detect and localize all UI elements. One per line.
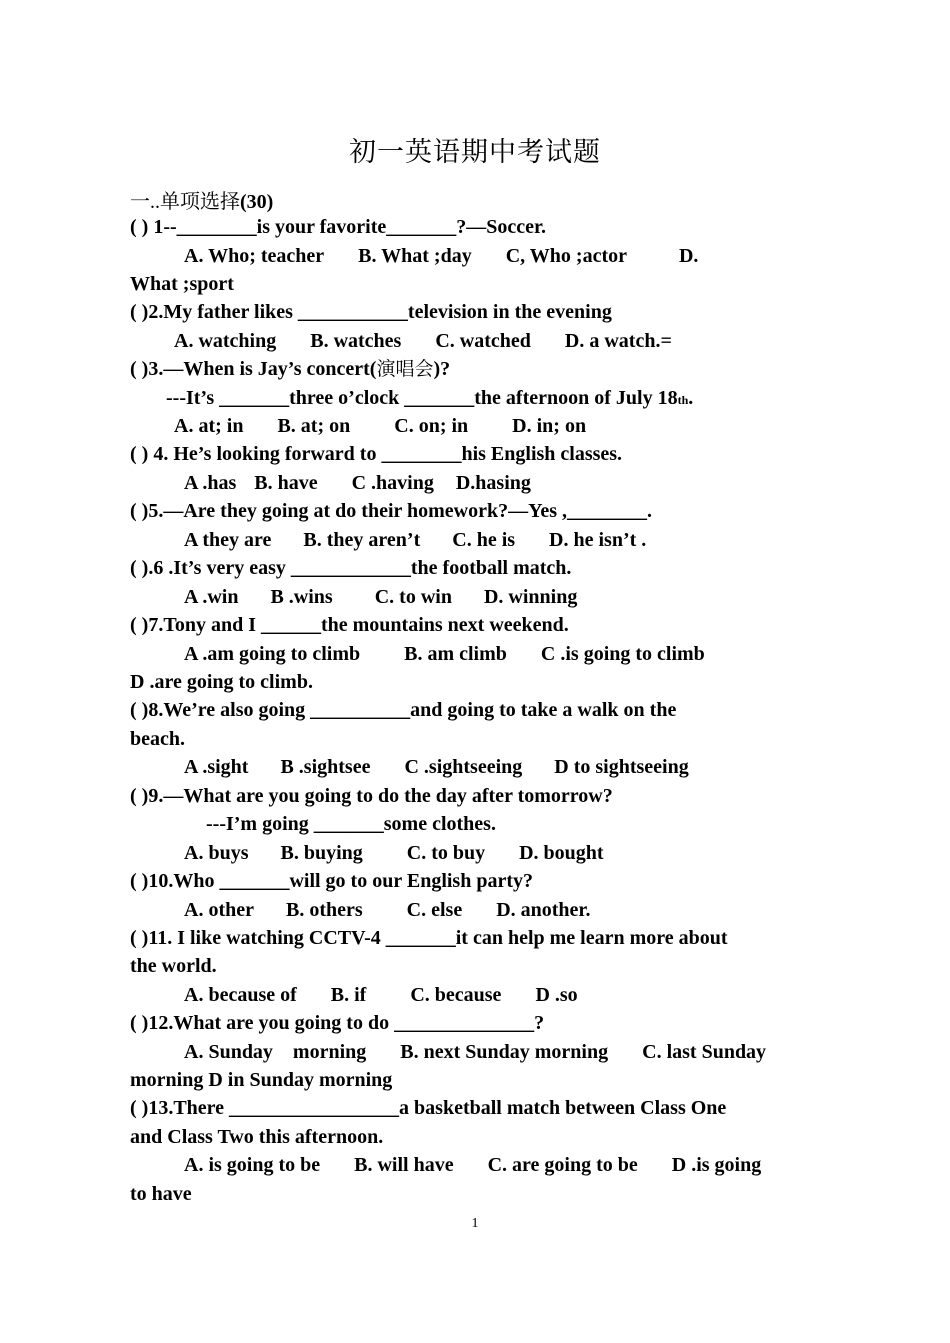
question-text-part: . <box>688 387 694 409</box>
answer-option: D .is going <box>671 1154 762 1176</box>
page-title: 初一英语期中考试题 <box>349 137 601 168</box>
answer-option: C .sightseeing <box>404 756 523 778</box>
answer-option: C. on; in <box>394 415 469 437</box>
answer-option: A. because of <box>184 984 297 1006</box>
answer-option: A. other <box>184 899 254 921</box>
answer-option: D. another. <box>496 899 591 921</box>
answer-option: D.hasing <box>455 472 531 494</box>
question-line: ( )2.My father likes ___________television in the evening <box>130 301 612 323</box>
answer-options <box>184 640 705 668</box>
answer-option: C. are going to be <box>487 1154 638 1176</box>
answer-options <box>184 469 531 497</box>
question-text-part: 演唱会 <box>376 358 434 380</box>
answer-option: D. winning <box>483 586 578 608</box>
answer-option: B. watches <box>310 330 402 352</box>
answer-options <box>184 1038 766 1066</box>
answer-options <box>184 1151 761 1179</box>
answer-option: C. because <box>410 984 502 1006</box>
answer-option: B. they aren’t <box>303 529 421 551</box>
answer-options <box>184 526 646 554</box>
answer-option: A .am going to climb <box>184 643 361 665</box>
answer-option: C .is going to climb <box>540 643 705 665</box>
answer-option: D. a watch.= <box>564 330 672 352</box>
answer-option: D. in; on <box>512 415 587 437</box>
answer-option: B. if <box>330 984 367 1006</box>
section-heading <box>130 185 273 214</box>
answer-option: C. he is <box>452 529 516 551</box>
question-line: ( ) 1--________is your favorite_______?—Soccer. <box>130 216 547 238</box>
answer-options <box>184 981 578 1009</box>
question-line: D .are going to climb. <box>130 671 313 693</box>
answer-option: B. What ;day <box>358 245 472 267</box>
question-line: and Class Two this afternoon. <box>130 1126 384 1148</box>
answer-options <box>184 753 689 781</box>
answer-option: B. next Sunday morning <box>400 1041 609 1063</box>
question-line: ( )9.—What are you going to do the day after tomorrow? <box>130 785 613 807</box>
answer-option: D. he isn’t . <box>549 529 647 551</box>
answer-option: A. Sunday morning <box>184 1041 367 1063</box>
question-line: ( ) 4. He’s looking forward to ________his English classes. <box>130 443 623 465</box>
answer-option: C, Who ;actor <box>505 245 627 267</box>
section-score: (30) <box>240 191 274 213</box>
question-line: ---I’m going _______some clothes. <box>206 813 496 835</box>
answer-option: A .has <box>184 472 237 494</box>
question-text-part: th <box>677 393 689 407</box>
answer-option: D. <box>678 245 699 267</box>
answer-option: B .sightsee <box>280 756 371 778</box>
answer-option: D. bought <box>519 842 604 864</box>
answer-options <box>184 839 604 867</box>
question-line: ( )13.There _________________a basketball match between Class One <box>130 1097 727 1119</box>
answer-option: C. else <box>406 899 463 921</box>
answer-option: B. will have <box>354 1154 454 1176</box>
question-text-part: ( )3.—When is Jay’s concert( <box>130 358 377 380</box>
question-line: ( )7.Tony and I ______the mountains next weekend. <box>130 614 569 636</box>
answer-option: C. to win <box>374 586 452 608</box>
answer-option: A they are <box>184 529 272 551</box>
question-line: ( )8.We’re also going __________and going to take a walk on the <box>130 699 677 721</box>
answer-option: B. others <box>285 899 363 921</box>
question-line: ( )5.—Are they going at do their homework?—Yes ,________. <box>130 500 653 522</box>
answer-option: B. at; on <box>277 415 351 437</box>
question-line: the world. <box>130 955 217 977</box>
answer-option: B. am climb <box>404 643 507 665</box>
answer-option: D to sightseeing <box>554 756 689 778</box>
answer-option: D .so <box>535 984 578 1006</box>
section-heading-label: 一..单项选择 <box>130 191 240 213</box>
answer-option: C. last Sunday <box>642 1041 767 1063</box>
answer-option: A. Who; teacher <box>184 245 325 267</box>
question-line <box>166 384 693 414</box>
answer-option: A. at; in <box>174 415 244 437</box>
answer-option: C .having <box>351 472 434 494</box>
question-text-part: )? <box>433 358 451 380</box>
question-line: ( )11. I like watching CCTV-4 _______it can help me learn more about <box>130 927 728 949</box>
question-line: What ;sport <box>130 273 234 295</box>
answer-option: A .win <box>184 586 239 608</box>
answer-option: C. watched <box>435 330 531 352</box>
answer-options <box>174 327 672 355</box>
answer-options <box>184 896 590 924</box>
question-line: morning D in Sunday morning <box>130 1069 393 1091</box>
answer-options <box>184 242 698 270</box>
answer-option: A .sight <box>184 756 249 778</box>
question-line <box>130 355 450 383</box>
question-line: ( )12.What are you going to do ______________? <box>130 1012 545 1034</box>
answer-option: C. to buy <box>406 842 486 864</box>
question-line: ( ).6 .It’s very easy ____________the football match. <box>130 557 572 579</box>
page-number: 1 <box>471 1216 479 1231</box>
answer-options <box>174 412 586 440</box>
question-line: beach. <box>130 728 185 750</box>
question-line: ( )10.Who _______will go to our English party? <box>130 870 533 892</box>
answer-option: B. have <box>254 472 318 494</box>
answer-option: A. watching <box>174 330 277 352</box>
question-text-part: ---It’s _______three o’clock _______the afternoon of July 18 <box>166 387 678 409</box>
answer-options <box>184 583 577 611</box>
answer-option: B. buying <box>280 842 363 864</box>
answer-option: A. buys <box>184 842 249 864</box>
question-line: to have <box>130 1183 192 1205</box>
answer-option: B .wins <box>270 586 333 608</box>
answer-option: A. is going to be <box>184 1154 321 1176</box>
